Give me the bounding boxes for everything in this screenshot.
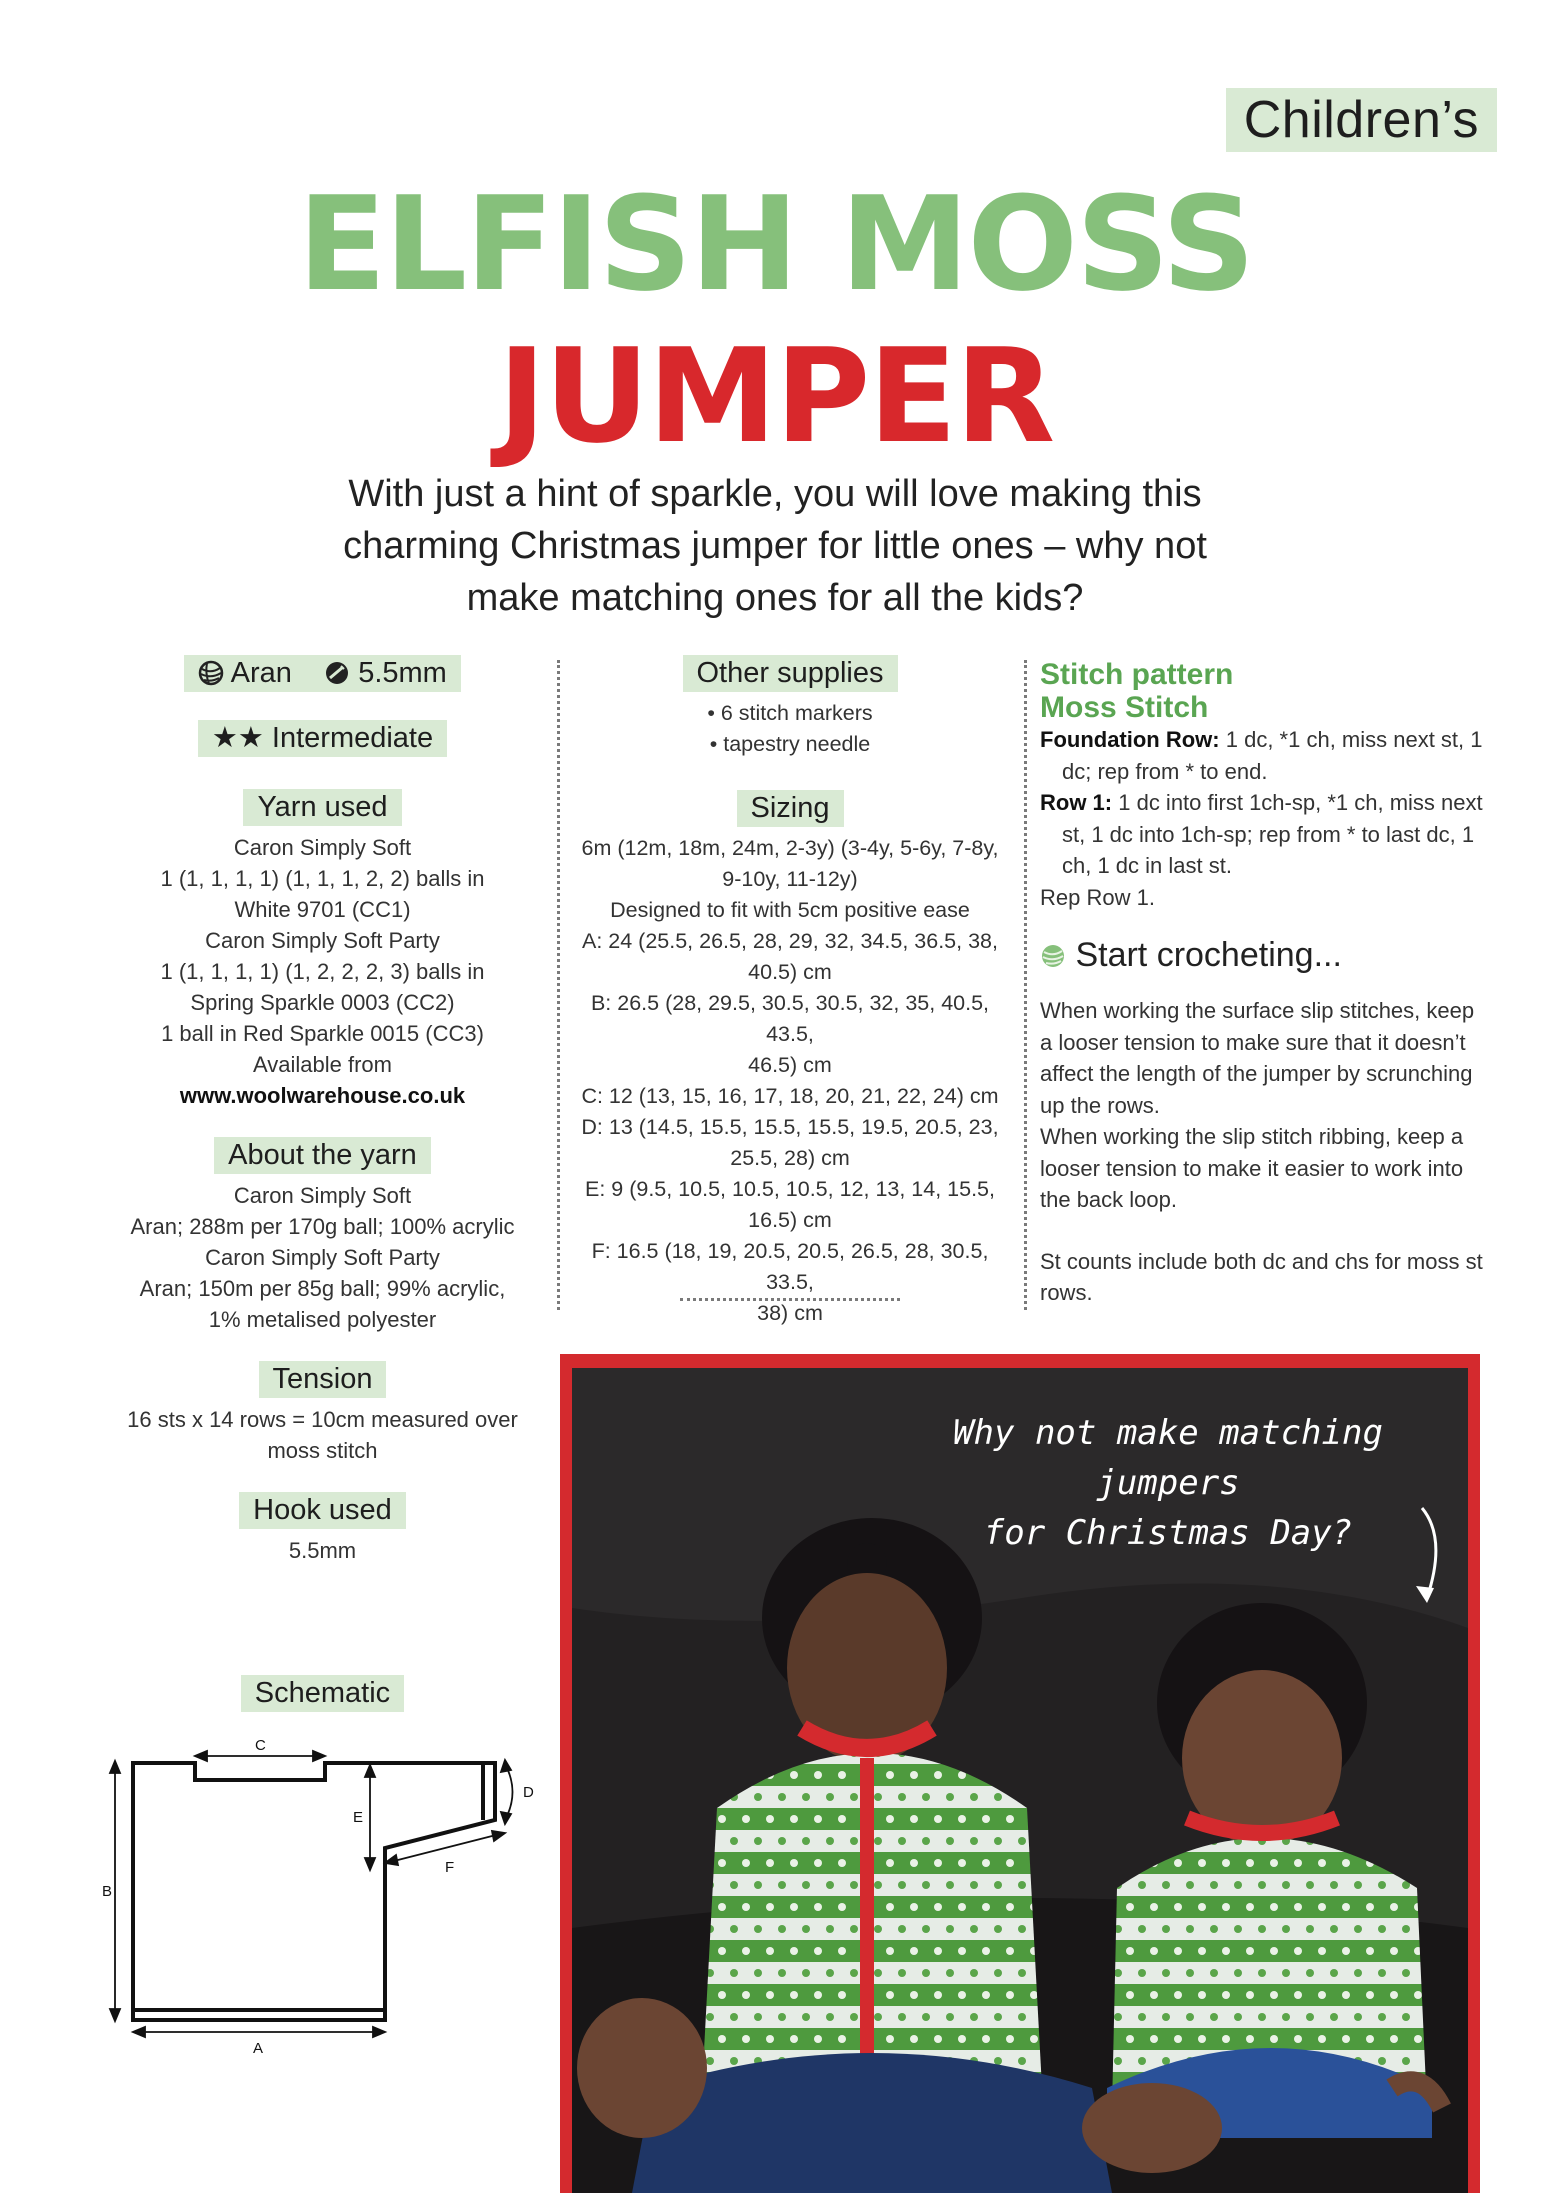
left-column xyxy=(120,655,525,1592)
sizing-line: B: 26.5 (28, 29.5, 30.5, 30.5, 32, 35, 40.5, 43.5, xyxy=(590,991,990,1046)
other-supplies-heading: Other supplies xyxy=(683,655,898,692)
sizing-line: 6m (12m, 18m, 24m, 2-3y) (3-4y, 5-6y, 7-8y, xyxy=(581,836,999,860)
start-crocheting-heading xyxy=(1040,935,1490,975)
schematic-label-b: B xyxy=(102,1883,113,1900)
hook-size-text: 5.5mm xyxy=(358,657,447,689)
middle-column xyxy=(575,655,1005,1355)
tension-line: moss stitch xyxy=(267,1438,378,1463)
row-1 xyxy=(1040,787,1490,882)
rep-row-text: Rep Row 1. xyxy=(1040,884,1155,910)
photo-caption xyxy=(908,1408,1428,1558)
yarn-weight-text: Aran xyxy=(230,657,292,689)
moss-stitch-heading: Moss Stitch xyxy=(1040,691,1209,724)
hook-used-heading: Hook used xyxy=(239,1492,406,1529)
row-1-label: Row 1: xyxy=(1040,790,1113,815)
sizing-line: Designed to fit with 5cm positive ease xyxy=(610,898,970,922)
supply-item: • tapestry needle xyxy=(709,732,871,756)
schematic-heading: Schematic xyxy=(241,1675,404,1712)
tension-note: When working the surface slip stitches, keep a looser tension to make sure that it doesn’t affect the length of the jumper by scrunching up the rows. xyxy=(1040,998,1475,1118)
foundation-row-label: Foundation Row: xyxy=(1040,727,1220,752)
about-yarn-line: Aran; 150m per 85g ball; 99% acrylic, xyxy=(139,1276,506,1301)
yarn-ball-icon xyxy=(1040,943,1066,969)
foundation-row xyxy=(1040,724,1490,787)
tension-line: 16 sts x 14 rows = 10cm measured over xyxy=(127,1407,518,1432)
schematic-label-a: A xyxy=(253,2040,264,2057)
yarn-weight-badge xyxy=(184,655,461,692)
about-yarn-line: Aran; 288m per 170g ball; 100% acrylic xyxy=(130,1214,515,1239)
yarn-used-line: Spring Sparkle 0003 (CC2) xyxy=(190,990,455,1015)
sizing-line: 25.5, 28) cm xyxy=(730,1146,850,1170)
yarn-used-line: Caron Simply Soft xyxy=(233,835,412,860)
yarn-used-line: 1 (1, 1, 1, 1) (1, 2, 2, 2, 3) balls in xyxy=(160,959,485,984)
yarn-used-heading: Yarn used xyxy=(243,789,401,826)
right-column xyxy=(1040,658,1490,1309)
sizing-line: F: 16.5 (18, 19, 20.5, 20.5, 26.5, 28, 30.5, 33.5, xyxy=(591,1239,989,1294)
sizing-line: C: 12 (13, 15, 16, 17, 18, 20, 21, 22, 24) cm xyxy=(581,1084,999,1108)
sizing-end-divider xyxy=(680,1298,900,1301)
sizing-line: E: 9 (9.5, 10.5, 10.5, 10.5, 12, 13, 14, 15.5, xyxy=(585,1177,995,1201)
title-line-1: ELFISH MOSS xyxy=(297,168,1254,320)
sizing-line: 40.5) cm xyxy=(748,960,832,984)
photo-frame xyxy=(560,1354,1480,2193)
photo-caption-line-2: for Christmas Day? xyxy=(983,1513,1353,1553)
schematic-diagram xyxy=(95,1730,545,2060)
sizing-line: 46.5) cm xyxy=(748,1053,832,1077)
stitch-pattern-heading: Stitch pattern xyxy=(1040,658,1234,691)
yarn-used-line: 1 (1, 1, 1, 1) (1, 1, 1, 2, 2) balls in xyxy=(160,866,485,891)
yarn-url-link[interactable]: www.woolwarehouse.co.uk xyxy=(179,1083,466,1108)
column-divider-right xyxy=(1024,660,1027,1310)
column-divider-left xyxy=(557,660,560,1310)
title-line-2: JUMPER xyxy=(497,320,1054,472)
about-yarn-line: Caron Simply Soft Party xyxy=(205,1245,440,1270)
sizing-heading: Sizing xyxy=(737,790,844,827)
yarn-used-line: 1 ball in Red Sparkle 0015 (CC3) xyxy=(161,1021,484,1046)
sizing-line: A: 24 (25.5, 26.5, 28, 29, 32, 34.5, 36.5, 38, xyxy=(582,929,998,953)
schematic-label-e: E xyxy=(353,1809,364,1826)
sizing-line: 16.5) cm xyxy=(748,1208,832,1232)
photo-caption-line-1: Why not make matching jumpers xyxy=(953,1413,1383,1503)
about-yarn-line: 1% metalised polyester xyxy=(208,1307,437,1332)
sizing-line: D: 13 (14.5, 15.5, 15.5, 15.5, 19.5, 20.5, 23, xyxy=(581,1115,999,1139)
yarn-used-line: White 9701 (CC1) xyxy=(234,897,411,922)
schematic-label-f: F xyxy=(445,1859,455,1876)
about-yarn-line: Caron Simply Soft xyxy=(233,1183,412,1208)
start-crocheting-text: Start crocheting... xyxy=(1075,936,1342,974)
about-yarn-heading: About the yarn xyxy=(214,1137,431,1174)
stitch-count-note: St counts include both dc and chs for moss st rows. xyxy=(1040,1248,1483,1305)
yarn-used-line: Available from xyxy=(253,1052,392,1077)
row-1-text: 1 dc into first 1ch-sp, *1 ch, miss next st, 1 dc into 1ch-sp; rep from * to last dc, 1 ch, 1 dc in last st. xyxy=(1062,790,1483,878)
foundation-row-text: 1 dc, *1 ch, miss next st, 1 dc; rep from * to end. xyxy=(1062,727,1483,784)
hook-used-text: 5.5mm xyxy=(288,1538,357,1563)
supply-item: • 6 stitch markers xyxy=(707,701,873,725)
yarn-used-line: Caron Simply Soft Party xyxy=(205,928,440,953)
ribbing-note: When working the slip stitch ribbing, keep a looser tension to make it easier to work into the back loop. xyxy=(1040,1124,1464,1212)
sizing-line: 38) cm xyxy=(757,1301,823,1325)
hook-icon xyxy=(324,660,350,686)
category-tag: Children’s xyxy=(1226,88,1497,152)
schematic-label-d: D xyxy=(523,1784,534,1801)
sizing-line: 9-10y, 11-12y) xyxy=(722,867,858,891)
intro-text: With just a hint of sparkle, you will love making this charming Christmas jumper for little ones – why not make matching ones for all the kids? xyxy=(343,473,1207,619)
schematic-label-c: C xyxy=(255,1737,266,1754)
children-photo xyxy=(572,1368,1468,2193)
difficulty-badge: ★★ Intermediate xyxy=(198,720,447,757)
yarn-ball-icon xyxy=(198,660,224,686)
tension-heading: Tension xyxy=(259,1361,387,1398)
